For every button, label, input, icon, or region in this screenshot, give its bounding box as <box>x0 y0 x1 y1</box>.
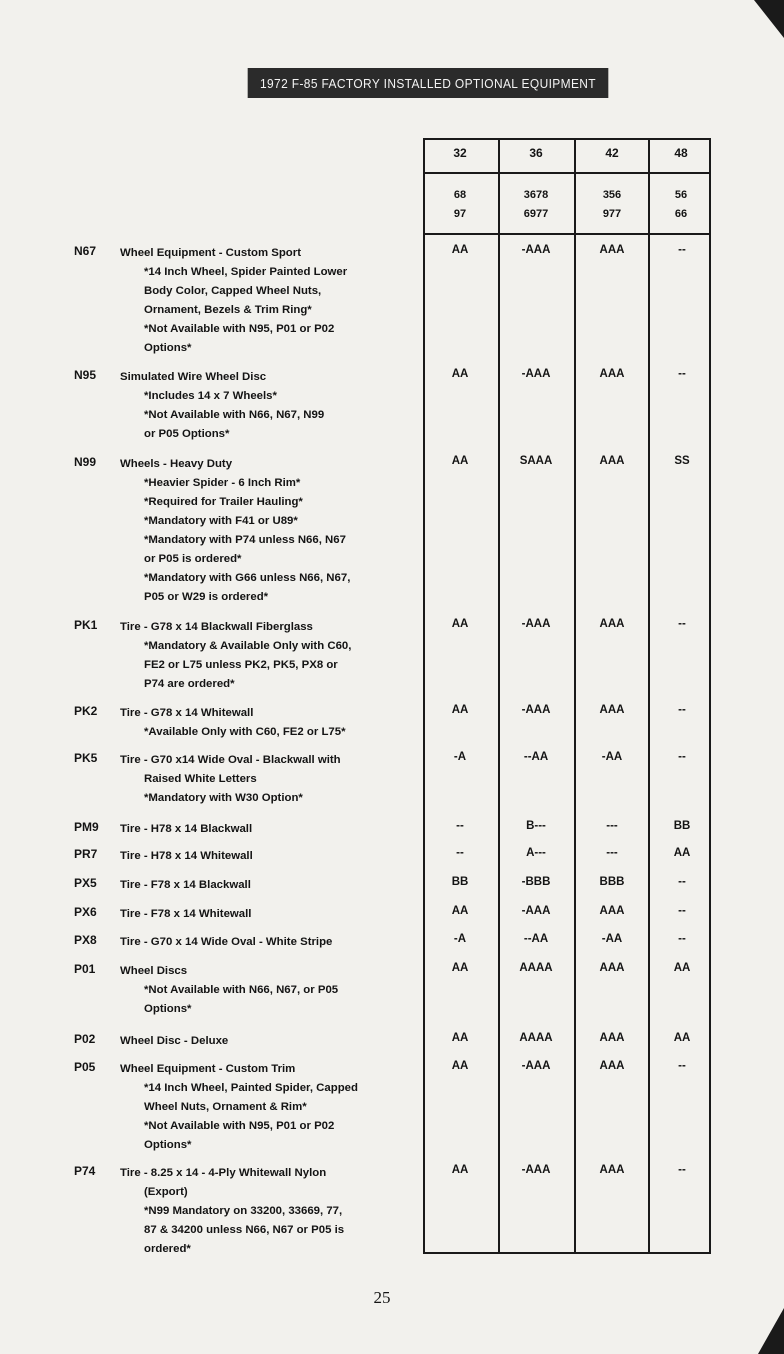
availability-cell: AAA <box>599 1032 625 1044</box>
option-description <box>120 618 412 694</box>
availability-cell: AAA <box>599 905 625 917</box>
grid-divider <box>574 138 576 1254</box>
description-line: Raised White Letters <box>144 773 257 785</box>
description-line: *Not Available with N66, N67, N99 <box>144 409 325 421</box>
description-line: Tire - G70 x 14 Wide Oval - White Stripe <box>120 936 333 948</box>
availability-cell: -- <box>678 1164 686 1176</box>
column-models-48 <box>646 186 716 224</box>
option-code: N95 <box>74 368 97 382</box>
model-number: 6977 <box>523 208 549 220</box>
availability-cell: BBB <box>599 876 625 888</box>
description-line: 87 & 34200 unless N66, N67 or P05 is <box>144 1224 345 1236</box>
description-line: *Available Only with C60, FE2 or L75* <box>144 726 346 738</box>
description-line: *Mandatory with F41 or U89* <box>144 515 298 527</box>
availability-cell: -- <box>678 244 686 256</box>
availability-cell: AA <box>451 618 469 630</box>
description-line: Wheels - Heavy Duty <box>120 458 233 470</box>
availability-cell: --AA <box>523 751 549 763</box>
availability-cell: -A <box>453 751 467 763</box>
availability-cell: -- <box>678 368 686 380</box>
option-code: PK2 <box>74 704 98 718</box>
availability-cell: BB <box>451 876 469 888</box>
option-description <box>120 455 412 607</box>
availability-cell: AA <box>451 455 469 467</box>
availability-cell: AA <box>451 244 469 256</box>
description-line: *Not Available with N95, P01 or P02 <box>144 323 335 335</box>
description-line: (Export) <box>144 1186 188 1198</box>
description-line: Tire - F78 x 14 Whitewall <box>120 908 252 920</box>
option-description <box>120 704 412 742</box>
column-models-42 <box>577 186 647 224</box>
option-description <box>120 1164 412 1259</box>
availability-cell: -- <box>456 847 464 859</box>
option-description <box>120 962 412 1019</box>
availability-cell: AA <box>451 962 469 974</box>
description-line: Tire - H78 x 14 Whitewall <box>120 850 253 862</box>
option-code: PM9 <box>74 820 99 834</box>
availability-cell: -AA <box>601 933 623 945</box>
description-line: Options* <box>144 1003 192 1015</box>
model-number: 977 <box>602 208 622 220</box>
availability-cell: -- <box>678 1060 686 1072</box>
availability-cell: AA <box>673 962 691 974</box>
option-code: PK5 <box>74 751 98 765</box>
description-line: Body Color, Capped Wheel Nuts, <box>144 285 322 297</box>
availability-cell: AA <box>451 704 469 716</box>
description-line: Wheel Equipment - Custom Sport <box>120 247 301 259</box>
description-line: *Mandatory & Available Only with C60, <box>144 640 352 652</box>
model-number: 97 <box>453 208 467 220</box>
availability-cell: AAA <box>599 962 625 974</box>
option-code: P74 <box>74 1164 96 1178</box>
availability-cell: -- <box>678 751 686 763</box>
option-description <box>120 368 412 444</box>
availability-cell: AAA <box>599 618 625 630</box>
description-line: *14 Inch Wheel, Spider Painted Lower <box>144 266 348 278</box>
description-line: Wheel Discs <box>120 965 188 977</box>
option-description <box>120 1032 412 1051</box>
availability-cell: -AAA <box>521 368 551 380</box>
column-models-32 <box>425 186 495 224</box>
option-code: PX5 <box>74 876 97 890</box>
option-description <box>120 820 412 839</box>
availability-cell: AA <box>451 1032 469 1044</box>
option-code: N67 <box>74 244 97 258</box>
description-line: *N99 Mandatory on 33200, 33669, 77, <box>144 1205 343 1217</box>
option-description <box>120 244 412 358</box>
description-line: Ornament, Bezels & Trim Ring* <box>144 304 312 316</box>
option-description <box>120 847 412 866</box>
availability-cell: AAA <box>599 704 625 716</box>
model-number: 56 <box>674 189 688 201</box>
model-number: 66 <box>674 208 688 220</box>
description-line: or P05 is ordered* <box>144 553 242 565</box>
description-line: Simulated Wire Wheel Disc <box>120 371 267 383</box>
option-code: PX8 <box>74 933 97 947</box>
description-line: *Includes 14 x 7 Wheels* <box>144 390 277 402</box>
availability-cell: AAA <box>599 1060 625 1072</box>
availability-cell: -BBB <box>521 876 551 888</box>
availability-cell: --- <box>606 820 618 832</box>
availability-cell: -- <box>678 704 686 716</box>
availability-cell: -AAA <box>521 618 551 630</box>
description-line: *Heavier Spider - 6 Inch Rim* <box>144 477 301 489</box>
availability-cell: -- <box>678 933 686 945</box>
availability-cell: AAA <box>599 368 625 380</box>
grid-header-rule <box>423 233 711 235</box>
description-line: Tire - H78 x 14 Blackwall <box>120 823 253 835</box>
column-header-42: 42 <box>605 146 619 160</box>
availability-cell: -AAA <box>521 905 551 917</box>
option-description <box>120 751 412 808</box>
availability-cell: -- <box>678 905 686 917</box>
column-models-36 <box>501 186 571 224</box>
option-code: N99 <box>74 455 97 469</box>
description-line: *Not Available with N66, N67, or P05 <box>144 984 339 996</box>
option-code: P05 <box>74 1060 96 1074</box>
availability-cell: SS <box>674 455 690 467</box>
availability-cell: SAAA <box>519 455 553 467</box>
availability-cell: AAAA <box>519 1032 553 1044</box>
description-line: Tire - G78 x 14 Whitewall <box>120 707 254 719</box>
availability-cell: AA <box>451 368 469 380</box>
option-description <box>120 933 412 952</box>
description-line: P05 or W29 is ordered* <box>144 591 269 603</box>
description-line: ordered* <box>144 1243 191 1255</box>
scan-corner-bottom <box>758 1308 784 1354</box>
availability-cell: AA <box>451 1060 469 1072</box>
description-line: Wheel Equipment - Custom Trim <box>120 1063 296 1075</box>
option-description <box>120 1060 412 1155</box>
option-description <box>120 876 412 895</box>
availability-cell: AAA <box>599 1164 625 1176</box>
model-number: 356 <box>602 189 622 201</box>
description-line: Tire - G70 x14 Wide Oval - Blackwall with <box>120 754 341 766</box>
availability-cell: B--- <box>526 820 546 832</box>
availability-cell: -- <box>678 876 686 888</box>
availability-cell: --- <box>606 847 618 859</box>
description-line: P74 are ordered* <box>144 678 235 690</box>
page-title-banner: 1972 F-85 FACTORY INSTALLED OPTIONAL EQUIPMENT <box>248 68 609 98</box>
availability-cell: --AA <box>523 933 549 945</box>
model-grid <box>423 138 711 1254</box>
availability-cell: BB <box>673 820 691 832</box>
option-code: PX6 <box>74 905 97 919</box>
availability-cell: -AAA <box>521 1164 551 1176</box>
availability-cell: AAA <box>599 455 625 467</box>
description-line: *Required for Trailer Hauling* <box>144 496 303 508</box>
availability-cell: AA <box>451 1164 469 1176</box>
scan-corner-top <box>754 0 784 38</box>
availability-cell: -AAA <box>521 704 551 716</box>
column-header-32: 32 <box>453 146 467 160</box>
column-header-48: 48 <box>674 146 688 160</box>
description-line: *Mandatory with W30 Option* <box>144 792 303 804</box>
description-line: *14 Inch Wheel, Painted Spider, Capped <box>144 1082 358 1094</box>
description-line: *Not Available with N95, P01 or P02 <box>144 1120 335 1132</box>
option-code: P02 <box>74 1032 96 1046</box>
availability-cell: -- <box>456 820 464 832</box>
description-line: Wheel Disc - Deluxe <box>120 1035 229 1047</box>
description-line: Tire - 8.25 x 14 - 4-Ply Whitewall Nylon <box>120 1167 327 1179</box>
grid-divider <box>498 138 500 1254</box>
availability-cell: AAA <box>599 244 625 256</box>
option-description <box>120 905 412 924</box>
description-line: *Mandatory with P74 unless N66, N67 <box>144 534 346 546</box>
option-code: PR7 <box>74 847 98 861</box>
description-line: Options* <box>144 1139 192 1151</box>
grid-divider <box>648 138 650 1254</box>
column-header-36: 36 <box>529 146 543 160</box>
availability-cell: AA <box>673 1032 691 1044</box>
description-line: Tire - G78 x 14 Blackwall Fiberglass <box>120 621 313 633</box>
description-line: *Mandatory with G66 unless N66, N67, <box>144 572 351 584</box>
availability-cell: AA <box>451 905 469 917</box>
description-line: or P05 Options* <box>144 428 230 440</box>
description-line: Wheel Nuts, Ornament & Rim* <box>144 1101 307 1113</box>
availability-cell: A--- <box>526 847 546 859</box>
model-number: 3678 <box>523 189 549 201</box>
availability-cell: AAAA <box>519 962 553 974</box>
model-number: 68 <box>453 189 467 201</box>
availability-cell: -AAA <box>521 1060 551 1072</box>
availability-cell: AA <box>673 847 691 859</box>
availability-cell: -AAA <box>521 244 551 256</box>
availability-cell: -A <box>453 933 467 945</box>
description-line: Options* <box>144 342 192 354</box>
grid-header-rule <box>423 172 711 174</box>
option-code: PK1 <box>74 618 98 632</box>
availability-cell: -- <box>678 618 686 630</box>
description-line: FE2 or L75 unless PK2, PK5, PX8 or <box>144 659 338 671</box>
description-line: Tire - F78 x 14 Blackwall <box>120 879 251 891</box>
availability-cell: -AA <box>601 751 623 763</box>
page-number: 25 <box>373 1288 391 1307</box>
option-code: P01 <box>74 962 96 976</box>
